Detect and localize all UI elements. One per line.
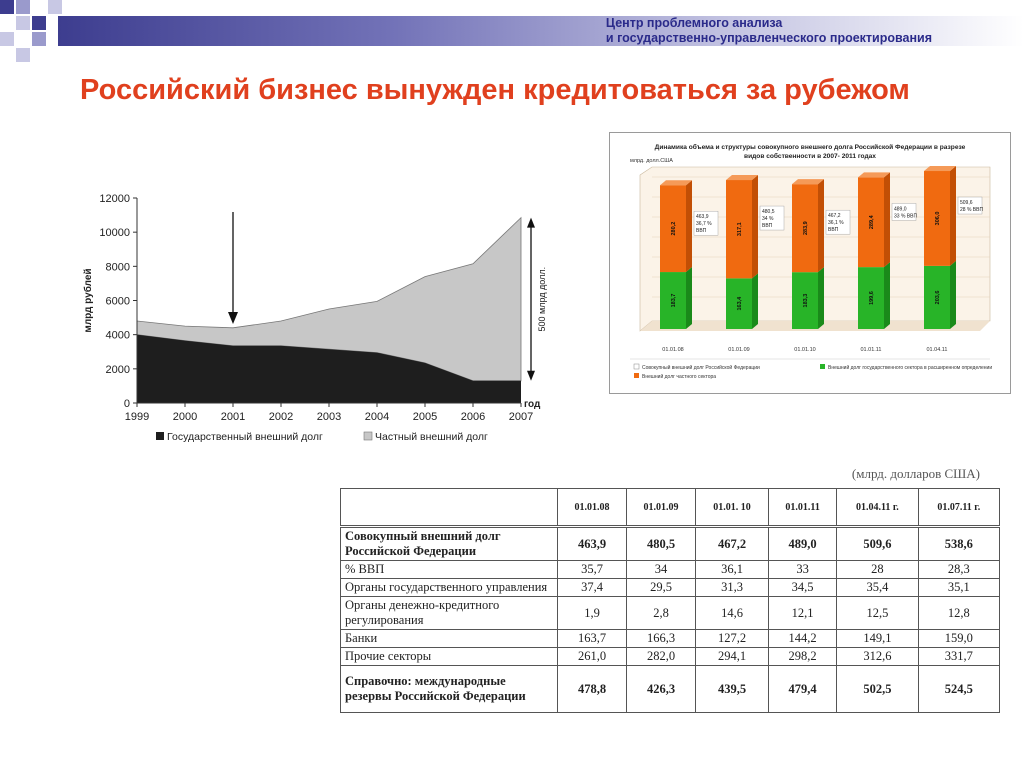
table-cell: 149,1 <box>837 630 918 648</box>
table-cell: 312,6 <box>837 648 918 666</box>
table-header-cell: 01.01.11 <box>769 489 837 527</box>
bar-callout-text: 34 % <box>762 216 774 223</box>
x-tick-label: 2004 <box>364 411 390 423</box>
bar-label-private: 280,2 <box>671 221 677 236</box>
table-row-label: Совокупный внешний долг Российской Федерации <box>341 527 558 561</box>
bar-state-sector-side <box>950 261 956 329</box>
area-chart-svg <box>78 188 558 450</box>
bar-label-state: 183,3 <box>803 293 809 308</box>
bar-chart-ylabel: млрд. долл.США <box>630 158 673 164</box>
range-arrow-down <box>527 371 535 381</box>
table-cell: 159,0 <box>918 630 999 648</box>
bar-callout-text: 36,7 % <box>696 221 712 228</box>
bar-callout-text: 480,5 <box>762 209 775 216</box>
table-cell: 144,2 <box>769 630 837 648</box>
table-cell: 34 <box>627 561 696 579</box>
table-row-label: Справочно: международные резервы Российской Федерации <box>341 666 558 713</box>
table-cell: 163,7 <box>558 630 627 648</box>
x-tick-label: 2002 <box>268 411 294 423</box>
table-cell: 298,2 <box>769 648 837 666</box>
table-cell: 12,1 <box>769 597 837 630</box>
y-tick-label: 12000 <box>99 193 130 205</box>
legend-swatch-total <box>634 364 639 369</box>
table-cell: 37,4 <box>558 579 627 597</box>
org-name <box>606 16 932 46</box>
y-axis-label: млрд рублей <box>83 268 94 333</box>
debt-table <box>340 488 1000 713</box>
table-header-cell: 01.01.08 <box>558 489 627 527</box>
table-cell: 463,9 <box>558 527 627 561</box>
y-tick-label: 10000 <box>99 227 130 240</box>
bar-chart-svg <box>610 133 1010 393</box>
table-cell: 35,4 <box>837 579 918 597</box>
table-cell: 34,5 <box>769 579 837 597</box>
bar-callout-text: ВВП <box>828 227 839 234</box>
slide-title: Российский бизнес вынужден кредитоваться за рубежом <box>80 74 910 106</box>
table-cell: 28,3 <box>918 561 999 579</box>
table-cell: 1,9 <box>558 597 627 630</box>
table-cell: 294,1 <box>696 648 769 666</box>
bar-label-private: 289,4 <box>869 215 875 230</box>
table-cell: 538,6 <box>918 527 999 561</box>
table-header-corner <box>341 489 558 527</box>
bar-label-private: 317,1 <box>737 222 743 237</box>
range-arrow-up <box>527 218 535 228</box>
table-cell: 2,8 <box>627 597 696 630</box>
legend-label-state-sector: Внешний долг государственного сектора в расширенном определении <box>828 365 993 371</box>
table-cell: 35,7 <box>558 561 627 579</box>
table-header-cell: 01.07.11 г. <box>918 489 999 527</box>
y-tick-label: 0 <box>123 398 130 410</box>
legend-swatch-private <box>364 432 372 440</box>
bar-label-private: 283,9 <box>803 221 809 236</box>
table-header-cell: 01.04.11 г. <box>837 489 918 527</box>
bar-label-private: 306,0 <box>935 211 941 226</box>
table-cell: 489,0 <box>769 527 837 561</box>
table-row <box>341 597 1000 630</box>
bar-callout-text: 36,1 % <box>828 220 844 227</box>
table-row-label: Органы государственного управления <box>341 579 558 597</box>
table-row <box>341 666 1000 713</box>
bar-callout-text: 467,2 <box>828 213 841 220</box>
table-cell: 12,5 <box>837 597 918 630</box>
bar-private-sector-side <box>686 180 692 272</box>
bar-label-state: 163,4 <box>737 296 743 311</box>
bar-private-sector-side <box>950 166 956 266</box>
table-cell: 331,7 <box>918 648 999 666</box>
bar-private-sector-side <box>752 175 758 278</box>
table-cell: 282,0 <box>627 648 696 666</box>
legend-swatch-state <box>156 432 164 440</box>
bar-callout-text: 489,0 <box>894 206 907 213</box>
table-header-cell: 01.01.09 <box>627 489 696 527</box>
table-row <box>341 579 1000 597</box>
table-cell: 36,1 <box>696 561 769 579</box>
table-cell: 12,8 <box>918 597 999 630</box>
y-tick-label: 8000 <box>105 261 130 274</box>
x-tick-label: 2005 <box>412 411 438 423</box>
legend-label-private: Частный внешний долг <box>375 431 488 443</box>
bar-category-label: 01.01.09 <box>728 347 750 353</box>
table-cell: 439,5 <box>696 666 769 713</box>
bar-state-sector-side <box>752 273 758 329</box>
table-row <box>341 630 1000 648</box>
table-cell: 29,5 <box>627 579 696 597</box>
bar-private-sector-side <box>818 179 824 272</box>
debt-structure-panel <box>609 132 1011 394</box>
table-cell: 478,8 <box>558 666 627 713</box>
x-tick-label: 2001 <box>220 411 246 423</box>
table-cell: 502,5 <box>837 666 918 713</box>
bar-callout-text: ВВП <box>696 228 707 235</box>
bar-category-label: 01.01.10 <box>794 347 816 353</box>
y-tick-label: 4000 <box>105 329 130 342</box>
org-line-2: и государственно-управленческого проектирования <box>605 31 932 45</box>
legend-label-private-sector: Внешний долг частного сектора <box>642 374 717 380</box>
x-tick-label: 2003 <box>316 411 342 423</box>
table-cell: 524,5 <box>918 666 999 713</box>
x-axis-label: год <box>524 399 541 410</box>
bar-callout-text: 28 % ВВП <box>960 207 984 214</box>
table-cell: 166,3 <box>627 630 696 648</box>
bar-label-state: 199,6 <box>869 291 875 305</box>
bar-private-sector-side <box>884 172 890 267</box>
bar-label-state: 183,7 <box>671 293 677 308</box>
bar-state-sector-side <box>818 267 824 329</box>
table-header-cell: 01.01. 10 <box>696 489 769 527</box>
table-row <box>341 561 1000 579</box>
bar-label-state: 203,6 <box>935 290 941 305</box>
table-cell: 426,3 <box>627 666 696 713</box>
bar-category-label: 01.04.11 <box>926 347 948 353</box>
table-cell: 509,6 <box>837 527 918 561</box>
table-cell: 479,4 <box>769 666 837 713</box>
table-cell: 14,6 <box>696 597 769 630</box>
table-row <box>341 648 1000 666</box>
bar-callout-text: ВВП <box>762 223 773 230</box>
table-cell: 261,0 <box>558 648 627 666</box>
bar-category-label: 01.01.11 <box>860 347 882 353</box>
table-body <box>341 527 1000 713</box>
x-tick-label: 2007 <box>508 411 534 423</box>
table-cell: 35,1 <box>918 579 999 597</box>
table-row-label: Органы денежно-кредитного регулирования <box>341 597 558 630</box>
x-tick-label: 2006 <box>460 411 486 423</box>
table-cell: 31,3 <box>696 579 769 597</box>
legend-label-state: Государственный внешний долг <box>167 431 323 443</box>
bar-state-sector-side <box>686 267 692 329</box>
table-row-label: Прочие секторы <box>341 648 558 666</box>
legend-swatch-private-sector <box>634 373 639 378</box>
bar-chart-title-line-2: видов собственности в 2007- 2011 годах <box>744 153 876 160</box>
table-cell: 480,5 <box>627 527 696 561</box>
y-tick-label: 2000 <box>105 363 130 376</box>
table-cell: 33 <box>769 561 837 579</box>
legend-label-total: Совокупный внешний долг Российской Федерации <box>642 365 760 371</box>
table-row-label: Банки <box>341 630 558 648</box>
table-header-row <box>341 489 1000 527</box>
bar-category-label: 01.01.08 <box>662 347 684 353</box>
table-row-label: % ВВП <box>341 561 558 579</box>
bar-state-sector-side <box>884 262 890 329</box>
bar-callout-text: 33 % ВВП <box>894 213 918 220</box>
table-units: (млрд. долларов США) <box>851 466 980 481</box>
range-label: 500 млрд долл. <box>537 266 547 332</box>
bar-chart-title-line-1: Динамика объема и структуры совокупного внешнего долга Российской Федерации в разрезе <box>654 144 966 151</box>
debt-area-chart <box>78 188 558 450</box>
table-cell: 28 <box>837 561 918 579</box>
debt-table-block <box>340 466 1004 713</box>
table-cell: 467,2 <box>696 527 769 561</box>
y-tick-label: 6000 <box>105 295 130 308</box>
x-tick-label: 1999 <box>124 411 150 423</box>
org-line-1: Центр проблемного анализа <box>605 16 783 30</box>
legend-swatch-state-sector <box>820 364 825 369</box>
bar-callout-text: 463,9 <box>696 214 709 221</box>
table-row <box>341 527 1000 561</box>
arrow-head <box>228 312 238 324</box>
table-cell: 127,2 <box>696 630 769 648</box>
x-tick-label: 2000 <box>172 411 198 423</box>
bar-callout-text: 509,6 <box>960 200 973 207</box>
